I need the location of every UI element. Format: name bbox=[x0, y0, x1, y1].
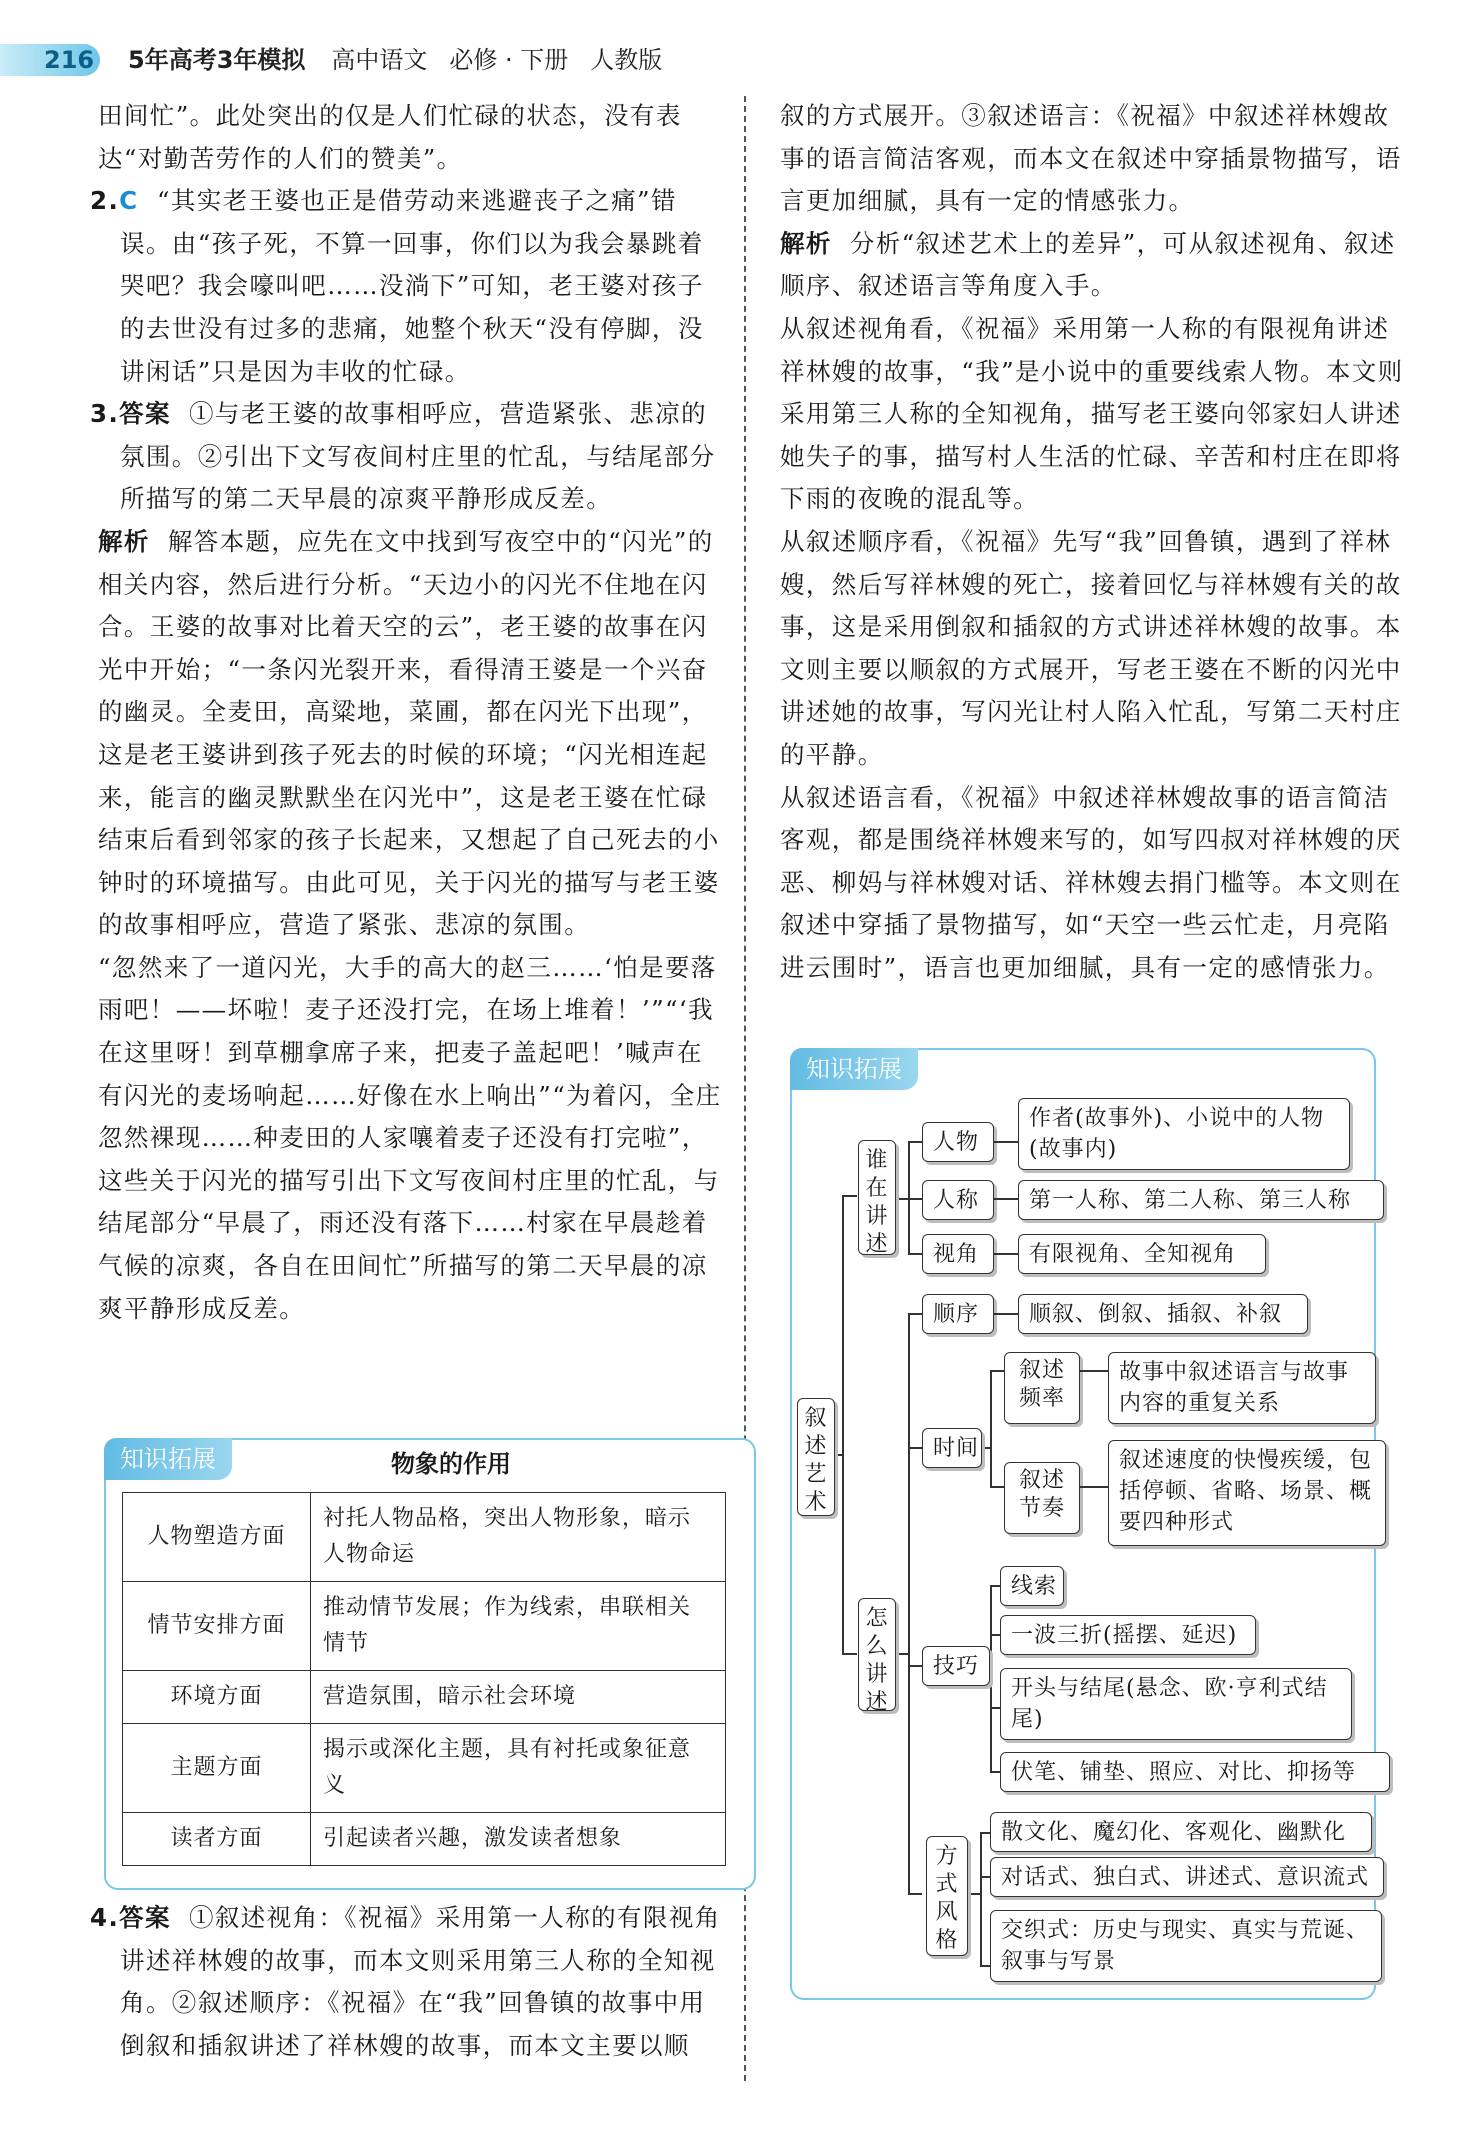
paragraph: 叙的方式展开。③叙述语言：《祝福》中叙述祥林嫂故事的语言简洁客观，而本文在叙述中穿插景物描写，语言更加细腻，具有一定的情感张力。 bbox=[780, 101, 1402, 216]
question-number: 2. bbox=[90, 186, 120, 216]
mindmap-fengge-3: 交织式：历史与现实、真实与荒诞、叙事与写景 bbox=[990, 1910, 1382, 1982]
table-value: 引起读者兴趣，激发读者想象 bbox=[311, 1813, 726, 1866]
connector bbox=[908, 1893, 922, 1895]
connector bbox=[1080, 1370, 1108, 1372]
connector bbox=[990, 1707, 1000, 1709]
connector bbox=[990, 1585, 1000, 1587]
table-row bbox=[123, 1671, 726, 1724]
mindmap-shijiao-detail: 有限视角、全知视角 bbox=[1018, 1234, 1266, 1274]
left-column-bottom bbox=[90, 1897, 728, 2067]
table-value: 营造氛围，暗示社会环境 bbox=[311, 1671, 726, 1724]
mindmap-renwu: 人物 bbox=[922, 1122, 994, 1162]
mindmap-fengge-2: 对话式、独白式、讲述式、意识流式 bbox=[990, 1857, 1384, 1897]
connector bbox=[990, 1486, 1004, 1488]
paragraph: 从叙述语言看，《祝福》中叙述祥林嫂故事的语言简洁客观，都是围绕祥林嫂来写的，如写四叔对祥林嫂的厌恶、柳妈与祥林嫂对话、祥林嫂去捐门槛等。本文则在叙述中穿插了景物描写，如“天空一些云忙走，月亮陷进云围时”，语言也更加细腻，具有一定的感情张力。 bbox=[780, 782, 1402, 982]
connector bbox=[908, 1313, 922, 1315]
mindmap-shunxu-detail: 顺叙、倒叙、插叙、补叙 bbox=[1018, 1294, 1308, 1334]
table-row bbox=[123, 1724, 726, 1813]
mindmap-renwu-detail: 作者(故事外)、小说中的人物(故事内) bbox=[1018, 1098, 1350, 1170]
question-2 bbox=[90, 180, 728, 393]
table-value: 推动情节发展；作为线索，串联相关情节 bbox=[311, 1582, 726, 1671]
mindmap-pinlv-detail: 故事中叙述语言与故事内容的重复关系 bbox=[1108, 1352, 1376, 1424]
table-row bbox=[123, 1813, 726, 1866]
paragraph: 从叙述顺序看，《祝福》先写“我”回鲁镇，遇到了祥林嫂，然后写祥林嫂的死亡，接着回忆与祥林嫂有关的故事，这是采用倒叙和插叙的方式讲述祥林嫂的故事。本文则主要以顺叙的方式展开，写老王婆在不断的闪光中讲述她的故事，写闪光让村人陷入忙乱，写第二天村庄的平静。 bbox=[780, 526, 1402, 769]
analysis-label: 解析 bbox=[98, 526, 150, 556]
connector bbox=[896, 1198, 908, 1200]
knowledge-tag: 知识拓展 bbox=[104, 1438, 232, 1480]
question-number: 4. bbox=[90, 1903, 120, 1932]
table-key: 环境方面 bbox=[123, 1671, 311, 1724]
knowledge-tag: 知识拓展 bbox=[790, 1048, 918, 1090]
table-row bbox=[123, 1582, 726, 1671]
knowledge-box-objects bbox=[104, 1438, 756, 1890]
table-value: 揭示或深化主题，具有衬托或象征意义 bbox=[311, 1724, 726, 1813]
table-row bbox=[123, 1493, 726, 1582]
connector bbox=[994, 1198, 1018, 1200]
connector bbox=[908, 1253, 922, 1255]
answer-text: “其实老王婆也正是借劳动来逃避丧子之痛”错误。由“孩子死，不算一回事，你们以为我会暴跳着哭吧？我会嚎叫吧……没淌下”可知，老王婆对孩子的去世没有过多的悲痛，她整个秋天“没有停脚，没讲闲话”只是因为丰收的忙碌。 bbox=[120, 186, 704, 386]
connector bbox=[980, 1832, 982, 1965]
table-value: 衬托人物品格，突出人物形象，暗示人物命运 bbox=[311, 1493, 726, 1582]
question-number: 3. bbox=[90, 399, 120, 429]
paragraph: 田间忙”。此处突出的仅是人们忙碌的状态，没有表达“对勤苦劳作的人们的赞美”。 bbox=[98, 101, 682, 173]
analysis bbox=[780, 223, 1410, 308]
answer-text: ①叙述视角：《祝福》采用第一人称的有限视角讲述祥林嫂的故事，而本文则采用第三人称的全知视角。②叙述顺序：《祝福》在“我”回鲁镇的故事中用倒叙和插叙讲述了祥林嫂的故事，而本文主要以顺 bbox=[120, 1903, 721, 2060]
left-column bbox=[90, 95, 728, 1330]
table-key: 人物塑造方面 bbox=[123, 1493, 311, 1582]
mindmap-shijian: 时间 bbox=[922, 1428, 982, 1468]
analysis-label: 解析 bbox=[780, 228, 832, 258]
connector bbox=[908, 1198, 922, 1200]
page-header bbox=[0, 0, 1470, 80]
answer-label: 答案 bbox=[119, 399, 171, 429]
mindmap-shijiao: 视角 bbox=[922, 1234, 994, 1274]
connector bbox=[908, 1313, 910, 1894]
connector bbox=[908, 1665, 922, 1667]
mindmap-jiqiao-4: 伏笔、铺垫、照应、对比、抑扬等 bbox=[1000, 1752, 1390, 1792]
connector bbox=[990, 1634, 1000, 1636]
answer-label: 答案 bbox=[119, 1903, 171, 1932]
mindmap-jiqiao: 技巧 bbox=[922, 1646, 990, 1686]
connector bbox=[994, 1313, 1018, 1315]
connector bbox=[980, 1832, 990, 1834]
mindmap-shunxu: 顺序 bbox=[922, 1294, 994, 1334]
mindmap-jiqiao-2: 一波三折(摇摆、延迟) bbox=[1000, 1615, 1256, 1655]
connector bbox=[994, 1253, 1018, 1255]
page-number: 216 bbox=[44, 46, 95, 74]
paragraph: 从叙述视角看，《祝福》采用第一人称的有限视角讲述祥林嫂的故事，“我”是小说中的重要线索人物。本文则采用第三人称的全知视角，描写老王婆向邻家妇人讲述她失子的事，描写村人生活的忙碌、辛苦和村庄在即将下雨的夜晚的混乱等。 bbox=[780, 313, 1404, 514]
connector bbox=[990, 1771, 1000, 1773]
analysis bbox=[90, 521, 728, 947]
answer-choice: C bbox=[119, 186, 139, 216]
book-title bbox=[128, 42, 684, 78]
analysis-text: 解答本题，应先在文中找到写夜空中的“闪光”的相关内容，然后进行分析。“天边小的闪光不住地在闪合。王婆的故事对比着天空的云”，老王婆的故事在闪光中开始；“一条闪光裂开来，看得清王婆是一个兴奋的幽灵。全麦田，高粱地，菜圃，都在闪光下出现”，这是老王婆讲到孩子死去的时候的环境；“闪光相连起来，能言的幽灵默默坐在闪光中”，这是老王婆在忙碌结束后看到邻家的孩子长起来，又想起了自己死去的小钟时的环境描写。由此可见，关于闪光的描写与老王婆的故事相呼应，营造了紧张、悲凉的氛围。 bbox=[98, 526, 720, 940]
right-column bbox=[780, 95, 1410, 989]
volume: 必修 · 下册 bbox=[449, 46, 569, 74]
connector bbox=[980, 1876, 990, 1878]
connector bbox=[968, 1893, 980, 1895]
table-key: 主题方面 bbox=[123, 1724, 311, 1813]
mindmap-root: 叙述艺术 bbox=[797, 1398, 835, 1516]
subject: 高中语文 bbox=[331, 46, 428, 74]
connector bbox=[994, 1141, 1018, 1143]
series-name: 5年高考3年模拟 bbox=[128, 46, 306, 74]
mindmap-who: 谁在讲述 bbox=[858, 1140, 896, 1255]
mindmap-jiqiao-3: 开头与结尾(悬念、欧·亨利式结尾) bbox=[1000, 1668, 1352, 1740]
connector bbox=[908, 1447, 922, 1449]
mindmap-rencheng: 人称 bbox=[922, 1180, 994, 1220]
mindmap-fengge-1: 散文化、魔幻化、客观化、幽默化 bbox=[990, 1812, 1372, 1852]
connector bbox=[1080, 1486, 1108, 1488]
connector bbox=[990, 1585, 992, 1771]
objects-table bbox=[122, 1492, 726, 1866]
mindmap-rencheng-detail: 第一人称、第二人称、第三人称 bbox=[1018, 1180, 1384, 1220]
connector bbox=[908, 1141, 910, 1253]
mindmap-jiezou-detail: 叙述速度的快慢疾缓，包括停顿、省略、场景、概要四种形式 bbox=[1108, 1440, 1386, 1546]
mindmap-pinlv: 叙述频率 bbox=[1004, 1352, 1080, 1424]
connector bbox=[842, 1195, 857, 1197]
mindmap-fengge: 方式风格 bbox=[926, 1836, 968, 1956]
connector bbox=[980, 1965, 990, 1967]
mindmap-how: 怎么讲述 bbox=[858, 1598, 896, 1711]
connector bbox=[908, 1141, 922, 1143]
connector bbox=[842, 1195, 844, 1654]
mindmap-jiqiao-1: 线索 bbox=[1000, 1566, 1064, 1606]
connector bbox=[990, 1370, 992, 1486]
table-key: 读者方面 bbox=[123, 1813, 311, 1866]
connector bbox=[896, 1653, 908, 1655]
question-3 bbox=[90, 393, 728, 521]
answer-text: ①与老王婆的故事相呼应，营造紧张、悲凉的氛围。②引出下文写夜间村庄里的忙乱，与结尾部分所描写的第二天早晨的凉爽平静形成反差。 bbox=[120, 399, 716, 514]
analysis-text: 分析“叙述艺术上的差异”，可从叙述视角、叙述顺序、叙述语言等角度入手。 bbox=[780, 228, 1396, 301]
table-key: 情节安排方面 bbox=[123, 1582, 311, 1671]
mindmap-jiezou: 叙述节奏 bbox=[1004, 1462, 1080, 1534]
connector bbox=[842, 1653, 857, 1655]
analysis-continued: “忽然来了一道闪光，大手的高大的赵三……‘怕是要落雨吧！——坏啦！麦子还没打完，在场上堆着！’”“‘我在这里呀！到草棚拿席子来，把麦子盖起吧！’喊声在有闪光的麦场响起……好像在水上响出”“为着闪，全庄忽然裸现……种麦田的人家嚷着麦子还没有打完啦”，这些关于闪光的描写引出下文写夜间村庄里的忙乱，与结尾部分“早晨了，雨还没有落下……村家在早晨趁着气候的凉爽，各自在田间忙”所描写的第二天早晨的凉爽平静形成反差。 bbox=[98, 952, 722, 1323]
connector bbox=[990, 1370, 1004, 1372]
edition: 人教版 bbox=[590, 46, 663, 74]
box-title: 物象的作用 bbox=[391, 1450, 511, 1478]
question-4 bbox=[90, 1897, 728, 2067]
